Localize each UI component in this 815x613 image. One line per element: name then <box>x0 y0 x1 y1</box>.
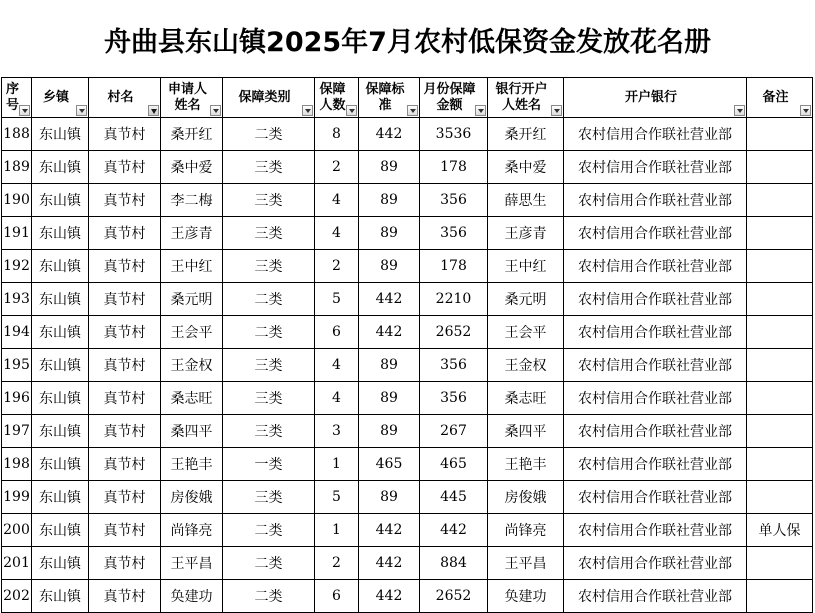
column-header <box>161 78 223 118</box>
table-cell[interactable]: 89 <box>359 151 420 184</box>
table-cell[interactable]: 真节村 <box>89 514 161 547</box>
table-row <box>2 349 813 382</box>
column-header-label: 保障人数 <box>319 81 346 113</box>
table-cell[interactable]: 王平昌 <box>488 547 564 580</box>
table-row <box>2 382 813 415</box>
column-header-label: 序号 <box>5 81 19 113</box>
filter-dropdown-icon[interactable] <box>210 105 221 116</box>
table-cell[interactable]: 薛思生 <box>488 184 564 217</box>
table-cell[interactable]: 4 <box>315 382 359 415</box>
column-header-label: 保障类别 <box>238 89 291 105</box>
table-cell[interactable]: 真节村 <box>89 184 161 217</box>
table-cell[interactable]: 真节村 <box>89 580 161 613</box>
table-row <box>2 118 813 151</box>
table-cell[interactable]: 5 <box>315 283 359 316</box>
table-row <box>2 514 813 547</box>
table-cell[interactable]: 奂建功 <box>488 580 564 613</box>
table-cell[interactable]: 三类 <box>223 481 315 514</box>
column-header-label: 开户银行 <box>624 89 677 105</box>
table-cell[interactable]: 农村信用合作联社营业部 <box>564 448 747 481</box>
table-cell[interactable]: 真节村 <box>89 250 161 283</box>
table-cell[interactable]: 王平昌 <box>161 547 223 580</box>
filter-active-icon[interactable] <box>148 105 159 116</box>
column-header-label: 乡镇 <box>42 89 69 105</box>
table-cell[interactable]: 农村信用合作联社营业部 <box>564 118 747 151</box>
table-cell[interactable] <box>747 481 813 514</box>
table-cell[interactable] <box>747 118 813 151</box>
table-cell[interactable]: 192 <box>2 250 32 283</box>
table-cell[interactable]: 193 <box>2 283 32 316</box>
table-cell[interactable]: 农村信用合作联社营业部 <box>564 151 747 184</box>
table-cell[interactable]: 2652 <box>420 316 488 349</box>
table-cell[interactable]: 442 <box>359 283 420 316</box>
table-cell[interactable]: 东山镇 <box>32 481 89 514</box>
table-cell[interactable]: 89 <box>359 217 420 250</box>
table-row <box>2 151 813 184</box>
table-cell[interactable]: 桑志旺 <box>161 382 223 415</box>
table-cell[interactable]: 201 <box>2 547 32 580</box>
table-row <box>2 316 813 349</box>
table-cell[interactable]: 真节村 <box>89 283 161 316</box>
column-header-label: 申请人姓名 <box>167 81 207 113</box>
column-header <box>359 78 420 118</box>
table-cell[interactable]: 王艳丰 <box>488 448 564 481</box>
table-cell[interactable]: 东山镇 <box>32 184 89 217</box>
table-cell[interactable]: 真节村 <box>89 118 161 151</box>
table-cell[interactable]: 真节村 <box>89 217 161 250</box>
table-cell[interactable]: 桑志旺 <box>488 382 564 415</box>
table-cell[interactable]: 6 <box>315 580 359 613</box>
table-cell[interactable]: 442 <box>359 580 420 613</box>
table-cell[interactable]: 奂建功 <box>161 580 223 613</box>
table-cell[interactable]: 3 <box>315 415 359 448</box>
table-cell[interactable]: 三类 <box>223 250 315 283</box>
table-row <box>2 184 813 217</box>
table-cell[interactable]: 桑元明 <box>488 283 564 316</box>
table-cell[interactable]: 单人保 <box>747 514 813 547</box>
relief-roster-table <box>1 77 813 613</box>
table-cell[interactable]: 桑开红 <box>488 118 564 151</box>
table-cell[interactable]: 二类 <box>223 283 315 316</box>
table-cell[interactable]: 442 <box>359 514 420 547</box>
table-cell[interactable]: 东山镇 <box>32 118 89 151</box>
column-header <box>564 78 747 118</box>
table-cell[interactable]: 真节村 <box>89 415 161 448</box>
table-cell[interactable]: 真节村 <box>89 448 161 481</box>
filter-dropdown-icon[interactable] <box>407 105 418 116</box>
header-row <box>2 78 813 118</box>
filter-dropdown-icon[interactable] <box>302 105 313 116</box>
table-cell[interactable]: 442 <box>359 547 420 580</box>
table-cell[interactable]: 农村信用合作联社营业部 <box>564 283 747 316</box>
table-cell[interactable]: 三类 <box>223 382 315 415</box>
table-cell[interactable]: 178 <box>420 250 488 283</box>
table-cell[interactable]: 农村信用合作联社营业部 <box>564 547 747 580</box>
table-cell[interactable]: 196 <box>2 382 32 415</box>
table-cell[interactable]: 89 <box>359 415 420 448</box>
filter-dropdown-icon[interactable] <box>346 105 357 116</box>
table-cell[interactable] <box>747 349 813 382</box>
table-cell[interactable]: 89 <box>359 349 420 382</box>
table-cell[interactable]: 465 <box>420 448 488 481</box>
table-cell[interactable]: 王会平 <box>488 316 564 349</box>
table-cell[interactable]: 东山镇 <box>32 415 89 448</box>
table-cell[interactable]: 267 <box>420 415 488 448</box>
column-header-label: 保障标准 <box>365 81 405 113</box>
sheet-title: 舟曲县东山镇2025年7月农村低保资金发放花名册 <box>104 26 711 58</box>
table-cell[interactable]: 真节村 <box>89 151 161 184</box>
table-cell[interactable]: 198 <box>2 448 32 481</box>
table-cell[interactable]: 2 <box>315 250 359 283</box>
table-cell[interactable]: 东山镇 <box>32 316 89 349</box>
table-cell[interactable]: 4 <box>315 184 359 217</box>
table-cell[interactable]: 三类 <box>223 415 315 448</box>
table-cell[interactable]: 356 <box>420 217 488 250</box>
filter-dropdown-icon[interactable] <box>734 105 745 116</box>
table-cell[interactable]: 191 <box>2 217 32 250</box>
table-cell[interactable]: 3536 <box>420 118 488 151</box>
table-cell[interactable] <box>747 184 813 217</box>
table-cell[interactable]: 东山镇 <box>32 283 89 316</box>
table-cell[interactable] <box>747 547 813 580</box>
table-cell[interactable]: 东山镇 <box>32 382 89 415</box>
filter-dropdown-icon[interactable] <box>76 105 87 116</box>
table-cell[interactable]: 农村信用合作联社营业部 <box>564 316 747 349</box>
table-cell[interactable]: 356 <box>420 382 488 415</box>
table-cell[interactable]: 442 <box>359 316 420 349</box>
table-cell[interactable]: 王艳丰 <box>161 448 223 481</box>
table-cell[interactable]: 356 <box>420 349 488 382</box>
table-cell[interactable]: 一类 <box>223 448 315 481</box>
table-cell[interactable]: 190 <box>2 184 32 217</box>
table-row <box>2 547 813 580</box>
table-cell[interactable]: 1 <box>315 448 359 481</box>
table-cell[interactable]: 199 <box>2 481 32 514</box>
table-cell[interactable]: 房俊娥 <box>161 481 223 514</box>
table-cell[interactable]: 桑四平 <box>488 415 564 448</box>
table-cell[interactable]: 东山镇 <box>32 349 89 382</box>
table-cell[interactable]: 农村信用合作联社营业部 <box>564 481 747 514</box>
table-row <box>2 283 813 316</box>
table-row <box>2 481 813 514</box>
table-cell[interactable]: 桑中爱 <box>488 151 564 184</box>
table-cell[interactable]: 89 <box>359 481 420 514</box>
table-cell[interactable]: 东山镇 <box>32 547 89 580</box>
table-row <box>2 580 813 613</box>
table-cell[interactable]: 200 <box>2 514 32 547</box>
table-cell[interactable]: 东山镇 <box>32 151 89 184</box>
table-cell[interactable]: 89 <box>359 184 420 217</box>
column-header <box>488 78 564 118</box>
table-cell[interactable]: 农村信用合作联社营业部 <box>564 184 747 217</box>
table-cell[interactable]: 8 <box>315 118 359 151</box>
column-header <box>747 78 813 118</box>
table-row <box>2 217 813 250</box>
table-cell[interactable]: 房俊娥 <box>488 481 564 514</box>
table-cell[interactable]: 442 <box>359 118 420 151</box>
table-cell[interactable] <box>747 580 813 613</box>
table-body <box>2 118 813 613</box>
table-cell[interactable]: 东山镇 <box>32 514 89 547</box>
table-cell[interactable] <box>747 316 813 349</box>
table-cell[interactable]: 尚锋亮 <box>161 514 223 547</box>
table-cell[interactable] <box>747 283 813 316</box>
table-cell[interactable]: 2210 <box>420 283 488 316</box>
table-cell[interactable] <box>747 382 813 415</box>
table-cell[interactable]: 王金权 <box>488 349 564 382</box>
table-cell[interactable]: 桑四平 <box>161 415 223 448</box>
table-cell[interactable]: 195 <box>2 349 32 382</box>
table-cell[interactable]: 真节村 <box>89 547 161 580</box>
filter-dropdown-icon[interactable] <box>475 105 486 116</box>
table-cell[interactable]: 农村信用合作联社营业部 <box>564 382 747 415</box>
table-cell[interactable]: 356 <box>420 184 488 217</box>
table-cell[interactable]: 真节村 <box>89 316 161 349</box>
filter-dropdown-icon[interactable] <box>19 105 30 116</box>
table-cell[interactable]: 178 <box>420 151 488 184</box>
table-cell[interactable]: 202 <box>2 580 32 613</box>
table-cell[interactable]: 2 <box>315 151 359 184</box>
table-cell[interactable]: 王彦青 <box>161 217 223 250</box>
table-cell[interactable]: 二类 <box>223 118 315 151</box>
table-cell[interactable]: 东山镇 <box>32 250 89 283</box>
table-cell[interactable]: 农村信用合作联社营业部 <box>564 250 747 283</box>
column-header <box>420 78 488 118</box>
table-cell[interactable]: 李二梅 <box>161 184 223 217</box>
table-cell[interactable]: 王中红 <box>488 250 564 283</box>
table-cell[interactable]: 二类 <box>223 547 315 580</box>
table-cell[interactable] <box>747 415 813 448</box>
column-header-label: 月份保障金额 <box>423 81 476 113</box>
column-header <box>2 78 32 118</box>
table-cell[interactable]: 884 <box>420 547 488 580</box>
table-cell[interactable]: 真节村 <box>89 382 161 415</box>
table-cell[interactable]: 4 <box>315 217 359 250</box>
table-cell[interactable]: 东山镇 <box>32 580 89 613</box>
filter-dropdown-icon[interactable] <box>551 105 562 116</box>
table-cell[interactable]: 东山镇 <box>32 217 89 250</box>
table-cell[interactable] <box>747 250 813 283</box>
table-cell[interactable]: 465 <box>359 448 420 481</box>
table-cell[interactable]: 89 <box>359 250 420 283</box>
table-cell[interactable]: 89 <box>359 382 420 415</box>
table-cell[interactable]: 农村信用合作联社营业部 <box>564 217 747 250</box>
column-header <box>315 78 359 118</box>
table-cell[interactable]: 桑中爱 <box>161 151 223 184</box>
table-cell[interactable]: 桑元明 <box>161 283 223 316</box>
table-cell[interactable]: 445 <box>420 481 488 514</box>
table-cell[interactable]: 三类 <box>223 151 315 184</box>
table-cell[interactable] <box>747 448 813 481</box>
table-cell[interactable]: 王中红 <box>161 250 223 283</box>
table-row <box>2 250 813 283</box>
table-cell[interactable]: 442 <box>420 514 488 547</box>
column-header-label: 村名 <box>107 89 134 105</box>
table-cell[interactable]: 尚锋亮 <box>488 514 564 547</box>
table-cell[interactable]: 二类 <box>223 580 315 613</box>
table-cell[interactable]: 农村信用合作联社营业部 <box>564 580 747 613</box>
table-cell[interactable]: 2 <box>315 547 359 580</box>
column-header <box>223 78 315 118</box>
table-cell[interactable]: 王会平 <box>161 316 223 349</box>
table-row <box>2 448 813 481</box>
table-cell[interactable]: 东山镇 <box>32 448 89 481</box>
table-cell[interactable]: 三类 <box>223 184 315 217</box>
table-cell[interactable] <box>747 217 813 250</box>
table-row <box>2 415 813 448</box>
table-cell[interactable]: 真节村 <box>89 349 161 382</box>
table-cell[interactable]: 1 <box>315 514 359 547</box>
table-cell[interactable]: 4 <box>315 349 359 382</box>
column-header-label: 备注 <box>762 89 789 105</box>
table-cell[interactable]: 188 <box>2 118 32 151</box>
table-cell[interactable]: 三类 <box>223 217 315 250</box>
table-cell[interactable]: 农村信用合作联社营业部 <box>564 349 747 382</box>
column-header <box>32 78 89 118</box>
table-cell[interactable]: 农村信用合作联社营业部 <box>564 415 747 448</box>
table-cell[interactable]: 197 <box>2 415 32 448</box>
table-cell[interactable] <box>747 151 813 184</box>
table-cell[interactable]: 三类 <box>223 349 315 382</box>
table-cell[interactable]: 二类 <box>223 316 315 349</box>
table-cell[interactable]: 5 <box>315 481 359 514</box>
column-header <box>89 78 161 118</box>
table-cell[interactable]: 桑开红 <box>161 118 223 151</box>
table-cell[interactable]: 二类 <box>223 514 315 547</box>
table-cell[interactable]: 2652 <box>420 580 488 613</box>
table-cell[interactable]: 真节村 <box>89 481 161 514</box>
table-cell[interactable]: 6 <box>315 316 359 349</box>
filter-dropdown-icon[interactable] <box>800 105 811 116</box>
table-cell[interactable]: 王彦青 <box>488 217 564 250</box>
table-cell[interactable]: 189 <box>2 151 32 184</box>
column-header-label: 银行开户人姓名 <box>495 81 548 113</box>
table-cell[interactable]: 王金权 <box>161 349 223 382</box>
table-cell[interactable]: 农村信用合作联社营业部 <box>564 514 747 547</box>
table-cell[interactable]: 194 <box>2 316 32 349</box>
